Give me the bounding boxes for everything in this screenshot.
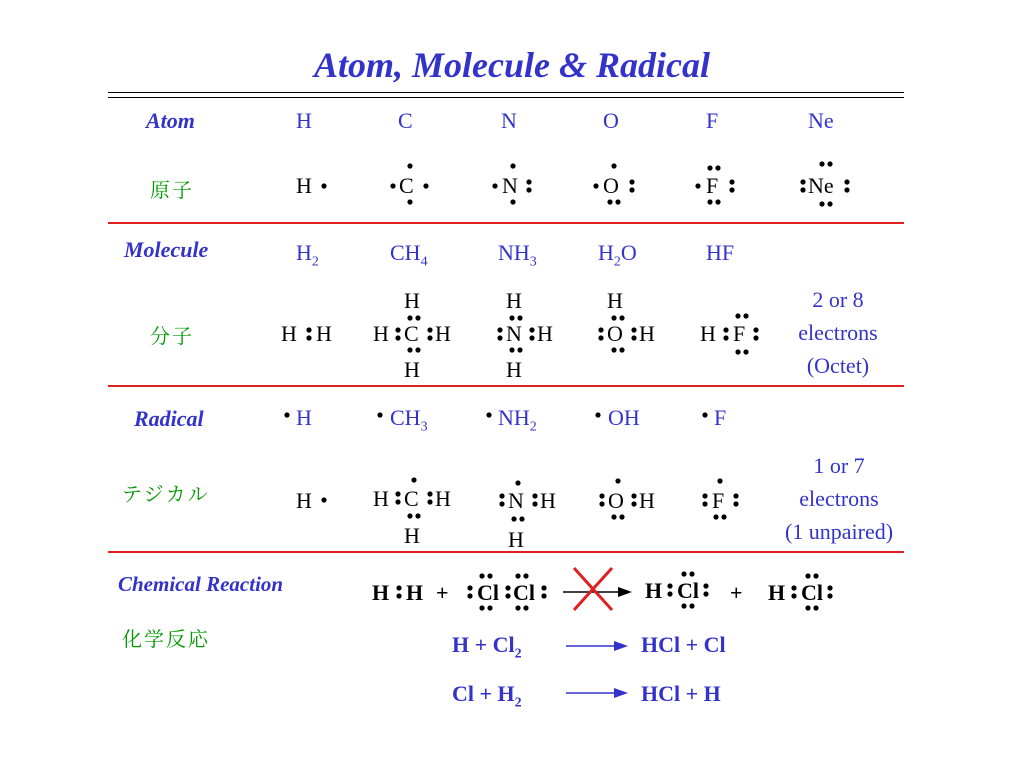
rx-plus-2: + bbox=[730, 580, 743, 605]
eq1-left: $H + Cl_2$ bbox=[452, 632, 522, 662]
formula-nh3: $NH_3$ bbox=[498, 240, 537, 270]
eq2-arrow bbox=[566, 688, 628, 698]
radical-formula-nh2: $NH_2$ bbox=[498, 405, 537, 435]
atom-element-c: C bbox=[398, 108, 413, 133]
lewis-o-atom: O bbox=[603, 173, 619, 198]
lewis-f-atom: F bbox=[706, 173, 719, 198]
radical-formula-f: F bbox=[714, 405, 727, 430]
lewis-h2-right-h: H bbox=[316, 321, 332, 346]
rx-cl-product-2: Cl bbox=[801, 580, 823, 605]
rx-cl-product-1: Cl bbox=[677, 578, 699, 603]
lewis-oh-h: H bbox=[639, 488, 655, 513]
reaction-jp-label: 化学反応 bbox=[122, 627, 210, 651]
lewis-nh3-bottom-h: H bbox=[506, 357, 522, 382]
lewis-f-radical: F bbox=[712, 488, 725, 513]
lewis-hf-h: H bbox=[700, 321, 716, 346]
radical-label: Radical bbox=[134, 406, 204, 431]
formula-h2: $H_2$ bbox=[296, 240, 319, 270]
lewis-ch3-c: C bbox=[404, 486, 419, 511]
lewis-ch4-top-h: H bbox=[404, 288, 420, 313]
molecule-jp-label: 分子 bbox=[150, 324, 194, 348]
lewis-ch4-bottom-h: H bbox=[404, 357, 420, 382]
rx-cl-1: Cl bbox=[477, 580, 499, 605]
lewis-h2o-top-h: H bbox=[607, 288, 623, 313]
lewis-nh3-n: N bbox=[506, 321, 522, 346]
rx-cl-2: Cl bbox=[513, 580, 535, 605]
molecule-label: Molecule bbox=[124, 237, 209, 262]
eq1-right: HCl + Cl bbox=[641, 632, 726, 657]
rx-h-product-1: H bbox=[645, 578, 663, 603]
atom-element-f: F bbox=[706, 108, 719, 133]
radical-formula-ch3: $CH_3$ bbox=[390, 405, 428, 435]
formula-ch4: $CH_4$ bbox=[390, 240, 428, 270]
radical-jp-label: テジカル bbox=[122, 482, 210, 506]
lewis-nh2-n: N bbox=[508, 488, 524, 513]
atom-element-ne: Ne bbox=[808, 108, 834, 133]
lewis-ch3-bottom-h: H bbox=[404, 523, 420, 548]
page-title: Atom, Molecule & Radical bbox=[314, 45, 710, 85]
formula-h2o: $H_2O$ bbox=[598, 240, 637, 270]
lewis-h2-left-h: H bbox=[281, 321, 297, 346]
atom-element-h: H bbox=[296, 108, 312, 133]
lewis-radical-h: H bbox=[296, 488, 312, 513]
lewis-ch3-left-h: H bbox=[373, 486, 389, 511]
rx-h-right: H bbox=[406, 580, 424, 605]
lewis-hf-f: F bbox=[733, 321, 746, 346]
atom-element-o: O bbox=[603, 108, 619, 133]
reaction-label: Chemical Reaction bbox=[118, 572, 284, 596]
lewis-ch4-c: C bbox=[404, 321, 419, 346]
radical-formula-h: H bbox=[296, 405, 312, 430]
lewis-nh3-right-h: H bbox=[537, 321, 553, 346]
lewis-c-atom: C bbox=[399, 173, 414, 198]
lewis-h2o-o: O bbox=[607, 321, 623, 346]
formula-hf: HF bbox=[706, 240, 735, 265]
lewis-ch4-left-h: H bbox=[373, 321, 389, 346]
lewis-nh3-top-h: H bbox=[506, 288, 522, 313]
eq2-left: $Cl + H_2$ bbox=[452, 681, 522, 711]
radical-formula-oh: OH bbox=[608, 405, 640, 430]
rx-h-left: H bbox=[372, 580, 390, 605]
lewis-ch4-right-h: H bbox=[435, 321, 451, 346]
lewis-nh2-right-h: H bbox=[540, 488, 556, 513]
lewis-h2o-right-h: H bbox=[639, 321, 655, 346]
crossed-reaction-arrow bbox=[563, 568, 632, 610]
rx-plus-1: + bbox=[436, 580, 449, 605]
atom-label: Atom bbox=[146, 108, 195, 133]
lewis-ch3-right-h: H bbox=[435, 486, 451, 511]
lewis-ne-atom: Ne bbox=[808, 173, 834, 198]
atom-jp-label: 原子 bbox=[150, 178, 194, 202]
atom-element-n: N bbox=[501, 108, 517, 133]
lewis-n-atom: N bbox=[502, 173, 518, 198]
lewis-oh-o: O bbox=[608, 488, 624, 513]
rx-h-product-2: H bbox=[768, 580, 786, 605]
lewis-h-atom: H bbox=[296, 173, 312, 198]
eq1-arrow bbox=[566, 641, 628, 651]
molecule-note: 2 or 8 electrons (Octet) bbox=[798, 287, 878, 378]
eq2-right: HCl + H bbox=[641, 681, 721, 706]
radical-note: 1 or 7 electrons (1 unpaired) bbox=[784, 453, 894, 544]
lewis-nh2-bottom-h: H bbox=[508, 527, 524, 552]
